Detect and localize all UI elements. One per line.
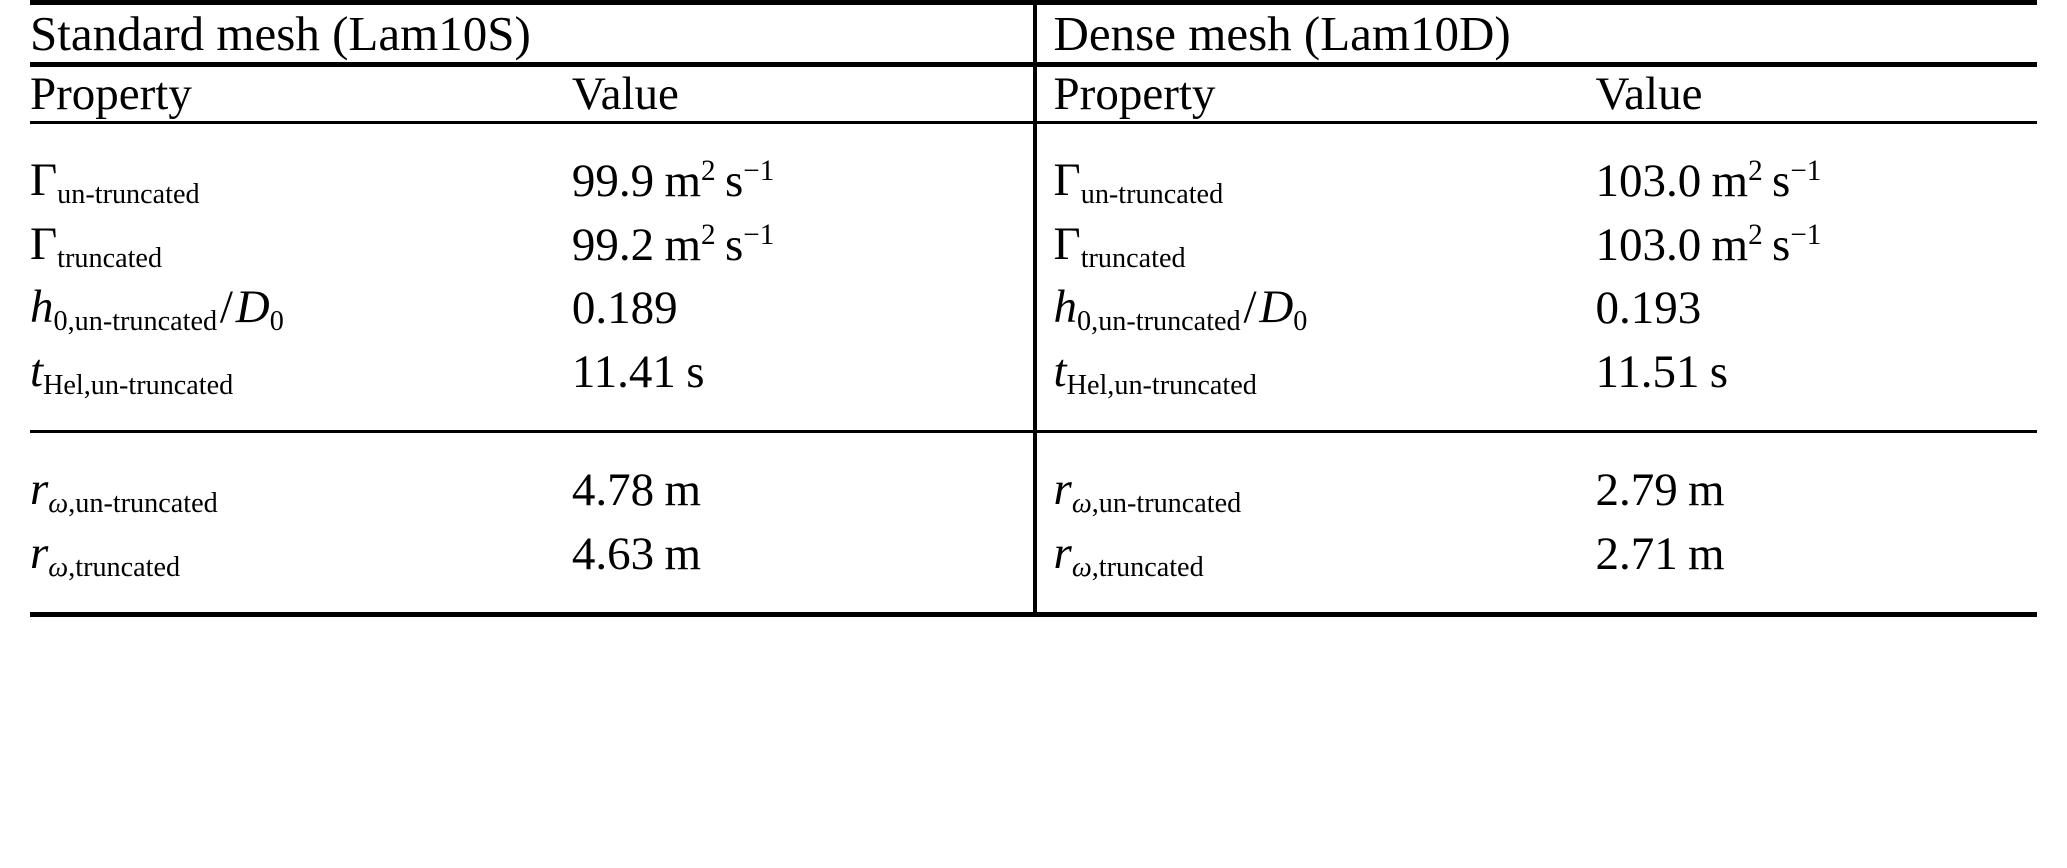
property-gamma-truncated-right: $\Gamma_{truncated}$	[1053, 217, 1186, 274]
property-t-hel-right: $t_{Hel,un-truncated}$	[1053, 344, 1257, 401]
vertical-divider	[1013, 214, 1053, 278]
value-number: 99.2	[571, 218, 655, 271]
table-row	[30, 277, 2037, 341]
value-r-omega-un-truncated-left: 4.78 m	[572, 432, 1014, 523]
value-t-hel-left: 11.41 s	[571, 345, 705, 398]
table-column-header-row	[30, 65, 2037, 123]
property-r-omega-un-truncated-left: $r_{\omega,un-truncated}$	[30, 432, 572, 523]
value-gamma-truncated-left: 99.2 $m^2$ $s^{-1}$	[571, 218, 775, 271]
column-header-value-right: Value	[1595, 65, 2037, 123]
value-r-omega-truncated-right: 2.71 m	[1595, 527, 1725, 580]
table-row	[30, 341, 2037, 432]
value-gamma-un-truncated-left: 99.9 $m^2$ $s^{-1}$	[571, 155, 775, 208]
value-number: 11.51	[1595, 345, 1700, 398]
value-number: 103.0	[1595, 218, 1702, 271]
property-gamma-un-truncated-left: $\Gamma_{un-truncated}$	[30, 154, 200, 210]
group-header-standard-mesh: Standard mesh (Lam10S)	[30, 3, 1013, 65]
property-h0-ratio-left: $h_{0,un-truncated}/D_0$	[30, 281, 284, 337]
value-number: 4.63	[571, 527, 655, 580]
column-header-value-left: Value	[572, 65, 1014, 123]
value-number: 2.79	[1595, 464, 1678, 517]
group-header-dense-mesh: Dense mesh (Lam10D)	[1054, 3, 2037, 65]
value-h0-ratio-right: 0.193	[1595, 282, 1702, 335]
table-row	[30, 523, 2037, 615]
value-gamma-truncated-right: 103.0 $m^2$ $s^{-1}$	[1595, 218, 1822, 271]
value-number: 2.71	[1595, 527, 1678, 580]
column-header-property-left: Property	[30, 65, 572, 123]
property-gamma-un-truncated-right: $\Gamma_{un-truncated}$	[1053, 154, 1224, 210]
table-group-header-row	[30, 3, 2037, 65]
table-row	[30, 432, 2037, 523]
property-gamma-truncated-left: $\Gamma_{truncated}$	[30, 217, 163, 274]
vertical-divider	[1013, 341, 1053, 432]
property-h0-ratio-right: $h_{0,un-truncated}/D_0$	[1053, 281, 1308, 337]
value-number: 103.0	[1595, 155, 1702, 208]
value-number: 4.78	[571, 464, 655, 517]
property-r-omega-un-truncated-right: $r_{\omega,un-truncated}$	[1054, 432, 1596, 523]
property-t-hel-left: $t_{Hel,un-truncated}$	[30, 344, 234, 401]
vertical-divider	[1013, 432, 1053, 523]
value-number: 99.9	[571, 155, 655, 208]
vertical-divider	[1013, 65, 1053, 123]
vertical-divider	[1013, 3, 1053, 65]
value-number: 11.41	[571, 345, 676, 398]
value-r-omega-un-truncated-right: 2.79 m	[1595, 432, 2037, 523]
table-row	[30, 123, 2037, 214]
value-t-hel-right: 11.51 s	[1595, 345, 1729, 398]
vertical-divider	[1013, 123, 1053, 214]
value-r-omega-truncated-left: 4.63 m	[571, 527, 702, 580]
table-row	[30, 214, 2037, 278]
comparison-table	[30, 0, 2037, 623]
vertical-divider	[1013, 277, 1053, 341]
value-gamma-un-truncated-right: 103.0 $m^2$ $s^{-1}$	[1595, 155, 1822, 208]
value-h0-ratio-left: 0.189	[571, 282, 678, 335]
property-r-omega-truncated-right: $r_{\omega,truncated}$	[1053, 526, 1204, 583]
table-bottom-rule-row	[30, 615, 2037, 624]
vertical-divider	[1013, 523, 1053, 615]
column-header-property-right: Property	[1054, 65, 1596, 123]
property-r-omega-truncated-left: $r_{\omega,truncated}$	[30, 526, 181, 583]
